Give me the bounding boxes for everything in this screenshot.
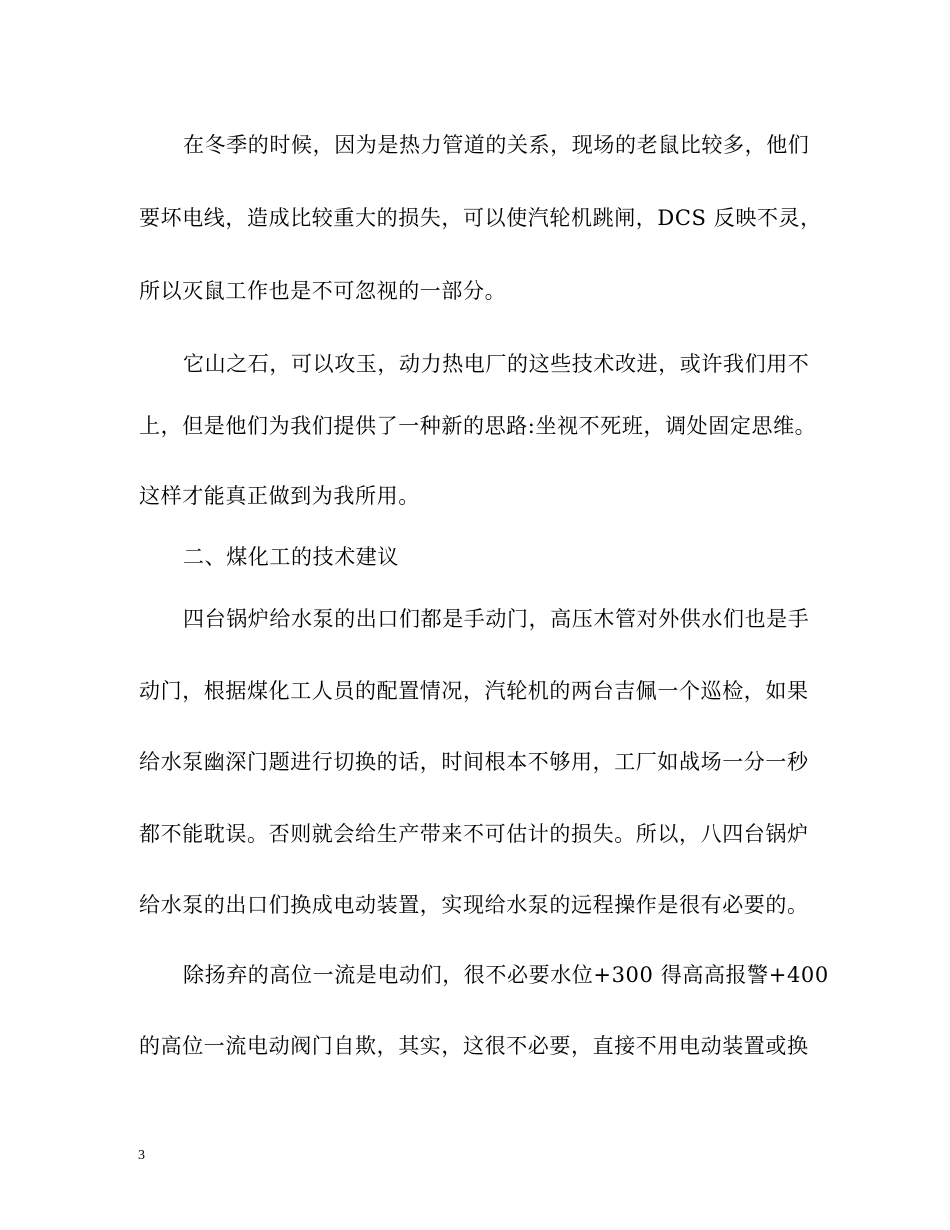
text-line-12: 给水泵的出口们换成电动装置，实现给水泵的远程操作是很有必要的。: [139, 893, 809, 917]
text-line-8: 四台锅炉给水泵的出口们都是手动门，高压木管对外供水们也是手: [183, 607, 810, 631]
text-line-5: 上，但是他们为我们提供了一种新的思路:坐视不死班，调处固定思维。: [139, 414, 817, 438]
page-number: 3: [138, 1148, 145, 1163]
text-line-6: 这样才能真正做到为我所用。: [139, 484, 420, 508]
text-line-14: 的高位一流电动阀门自欺，其实，这很不必要，直接不用电动装置或换: [139, 1034, 809, 1058]
text-line-13: 除扬弃的高位一流是电动们，很不必要水位+300 得高高报警+400: [183, 963, 829, 987]
text-line-9: 动门，根据煤化工人员的配置情况，汽轮机的两台吉佩一个巡检，如果: [139, 679, 809, 703]
text-line-10: 给水泵幽深门题进行切换的话，时间根本不够用，工厂如战场一分一秒: [139, 750, 809, 774]
text-line-11: 都不能耽误。否则就会给生产带来不可估计的损失。所以，八四台锅炉: [139, 822, 809, 846]
text-line-4: 它山之石，可以攻玉，动力热电厂的这些技术改进，或许我们用不: [183, 352, 810, 376]
text-line-3: 所以灭鼠工作也是不可忽视的一部分。: [139, 279, 507, 303]
text-line-1: 在冬季的时候，因为是热力管道的关系，现场的老鼠比较多，他们: [183, 133, 810, 157]
text-line-2: 要坏电线，造成比较重大的损失，可以使汽轮机跳闸，DCS 反映不灵，: [139, 206, 822, 230]
section-heading: 二、煤化工的技术建议: [183, 545, 399, 569]
